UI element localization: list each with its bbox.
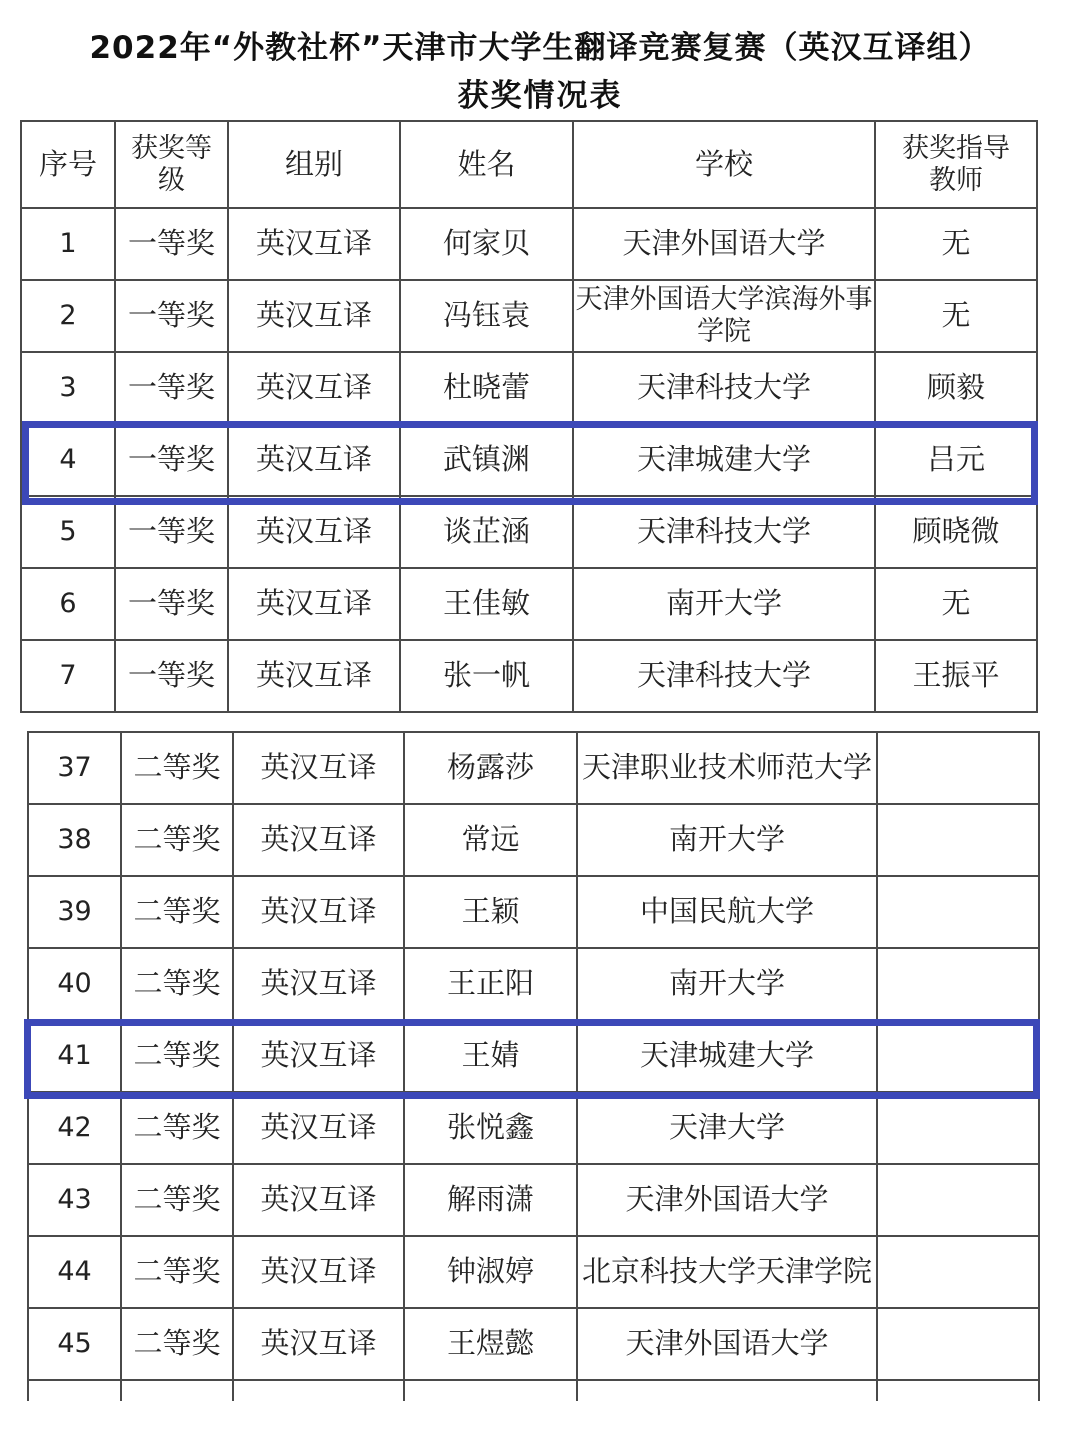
cell-school: 天津外国语大学滨海外事学院	[573, 280, 875, 352]
cell-number: 6	[21, 568, 115, 640]
cell-award-level: 二等奖	[121, 1164, 233, 1236]
awards-table-first-prize	[20, 120, 1038, 713]
table-row	[21, 280, 1037, 352]
document-title: 2022年“外教社杯”天津市大学生翻译竞赛复赛（英汉互译组）	[89, 30, 991, 66]
cell-group: 英汉互译	[233, 804, 404, 876]
cell-school: 天津科技大学	[573, 352, 875, 424]
cell-group: 英汉互译	[228, 208, 400, 280]
cell-advisor	[877, 732, 1039, 804]
table-row	[21, 424, 1037, 496]
cell-advisor	[877, 1236, 1039, 1308]
cell-name: 张悦鑫	[404, 1092, 577, 1164]
cell-name: 解雨潇	[404, 1164, 577, 1236]
cell-number: 37	[28, 732, 121, 804]
cell-school: 天津科技大学	[573, 640, 875, 712]
cell-award-level: 二等奖	[121, 804, 233, 876]
cell-number: 38	[28, 804, 121, 876]
cell-name: 何家贝	[400, 208, 573, 280]
cell-number: 5	[21, 496, 115, 568]
cell-award-level: 二等奖	[121, 1020, 233, 1092]
table-row	[28, 1020, 1039, 1092]
table-row	[28, 876, 1039, 948]
cell-number: 41	[28, 1020, 121, 1092]
cell-advisor	[877, 948, 1039, 1020]
cell-name: 王颖	[404, 876, 577, 948]
cell-name: 王婧	[404, 1020, 577, 1092]
cell-advisor	[877, 1092, 1039, 1164]
cell-group: 英汉互译	[228, 352, 400, 424]
cell-award-level: 二等奖	[121, 876, 233, 948]
cell-school: 南开大学	[577, 804, 877, 876]
cell-name: 谈芷涵	[400, 496, 573, 568]
cell-name: 杜晓蕾	[400, 352, 573, 424]
cell-number: 44	[28, 1236, 121, 1308]
cell-award-level: 一等奖	[115, 352, 228, 424]
cell-award-level: 二等奖	[121, 1308, 233, 1380]
cell-award-level: 二等奖	[121, 1092, 233, 1164]
cell-number: 43	[28, 1164, 121, 1236]
cell-advisor: 吕元	[875, 424, 1037, 496]
cell-group: 英汉互译	[233, 948, 404, 1020]
table-row-cut-off	[28, 1380, 1039, 1401]
cell-number: 40	[28, 948, 121, 1020]
cell-name: 武镇渊	[400, 424, 573, 496]
table-header-row	[21, 121, 1037, 208]
cell-group: 英汉互译	[228, 280, 400, 352]
cell-number: 1	[21, 208, 115, 280]
cell-school: 天津外国语大学	[573, 208, 875, 280]
empty-cell	[233, 1380, 404, 1401]
cell-name: 钟淑婷	[404, 1236, 577, 1308]
cell-name: 冯钰袁	[400, 280, 573, 352]
cell-group: 英汉互译	[228, 640, 400, 712]
cell-school: 天津科技大学	[573, 496, 875, 568]
cell-school: 南开大学	[573, 568, 875, 640]
cell-award-level: 二等奖	[121, 1236, 233, 1308]
cell-group: 英汉互译	[233, 1164, 404, 1236]
header-cell-school: 学校	[573, 121, 875, 208]
cell-advisor	[877, 804, 1039, 876]
cell-school: 南开大学	[577, 948, 877, 1020]
cell-number: 39	[28, 876, 121, 948]
table-row	[21, 568, 1037, 640]
table-row	[28, 1308, 1039, 1380]
cell-award-level: 一等奖	[115, 640, 228, 712]
cell-school: 天津城建大学	[573, 424, 875, 496]
cell-award-level: 一等奖	[115, 280, 228, 352]
document-subtitle: 获奖情况表	[457, 78, 623, 114]
empty-cell	[28, 1380, 121, 1401]
header-cell-group: 组别	[228, 121, 400, 208]
cell-advisor: 无	[875, 208, 1037, 280]
table-row	[28, 1092, 1039, 1164]
table-row	[28, 804, 1039, 876]
cell-name: 张一帆	[400, 640, 573, 712]
cell-group: 英汉互译	[233, 732, 404, 804]
header-cell-number: 序号	[21, 121, 115, 208]
cell-advisor: 顾晓微	[875, 496, 1037, 568]
table-row	[21, 496, 1037, 568]
cell-number: 2	[21, 280, 115, 352]
cell-advisor: 王振平	[875, 640, 1037, 712]
cell-number: 45	[28, 1308, 121, 1380]
cell-name: 王佳敏	[400, 568, 573, 640]
cell-school: 天津外国语大学	[577, 1308, 877, 1380]
table-row	[21, 640, 1037, 712]
empty-cell	[121, 1380, 233, 1401]
cell-group: 英汉互译	[228, 424, 400, 496]
cell-group: 英汉互译	[233, 876, 404, 948]
cell-award-level: 二等奖	[121, 732, 233, 804]
cell-group: 英汉互译	[228, 496, 400, 568]
cell-award-level: 一等奖	[115, 208, 228, 280]
cell-advisor	[877, 876, 1039, 948]
cell-advisor	[877, 1308, 1039, 1380]
cell-group: 英汉互译	[233, 1236, 404, 1308]
cell-advisor: 无	[875, 280, 1037, 352]
cell-number: 3	[21, 352, 115, 424]
cell-school: 北京科技大学天津学院	[577, 1236, 877, 1308]
table-row	[21, 352, 1037, 424]
awards-table-second-prize	[27, 731, 1040, 1401]
cell-name: 王煜懿	[404, 1308, 577, 1380]
cell-school: 中国民航大学	[577, 876, 877, 948]
cell-award-level: 一等奖	[115, 568, 228, 640]
cell-award-level: 一等奖	[115, 496, 228, 568]
empty-cell	[404, 1380, 577, 1401]
cell-school: 天津外国语大学	[577, 1164, 877, 1236]
cell-award-level: 一等奖	[115, 424, 228, 496]
cell-name: 王正阳	[404, 948, 577, 1020]
header-cell-award-level: 获奖等级	[115, 121, 228, 208]
cell-number: 42	[28, 1092, 121, 1164]
cell-number: 4	[21, 424, 115, 496]
empty-cell	[577, 1380, 877, 1401]
cell-advisor: 顾毅	[875, 352, 1037, 424]
cell-group: 英汉互译	[233, 1308, 404, 1380]
table-row	[21, 208, 1037, 280]
cell-school: 天津城建大学	[577, 1020, 877, 1092]
cell-advisor	[877, 1020, 1039, 1092]
cell-school: 天津大学	[577, 1092, 877, 1164]
cell-name: 杨露莎	[404, 732, 577, 804]
header-cell-advisor: 获奖指导教师	[875, 121, 1037, 208]
cell-group: 英汉互译	[233, 1020, 404, 1092]
cell-group: 英汉互译	[228, 568, 400, 640]
cell-number: 7	[21, 640, 115, 712]
header-cell-name: 姓名	[400, 121, 573, 208]
table-row	[28, 1164, 1039, 1236]
empty-cell	[877, 1380, 1039, 1401]
cell-name: 常远	[404, 804, 577, 876]
cell-group: 英汉互译	[233, 1092, 404, 1164]
table-row	[28, 1236, 1039, 1308]
cell-advisor	[877, 1164, 1039, 1236]
table-row	[28, 732, 1039, 804]
cell-school: 天津职业技术师范大学	[577, 732, 877, 804]
cell-award-level: 二等奖	[121, 948, 233, 1020]
cell-advisor: 无	[875, 568, 1037, 640]
table-row	[28, 948, 1039, 1020]
